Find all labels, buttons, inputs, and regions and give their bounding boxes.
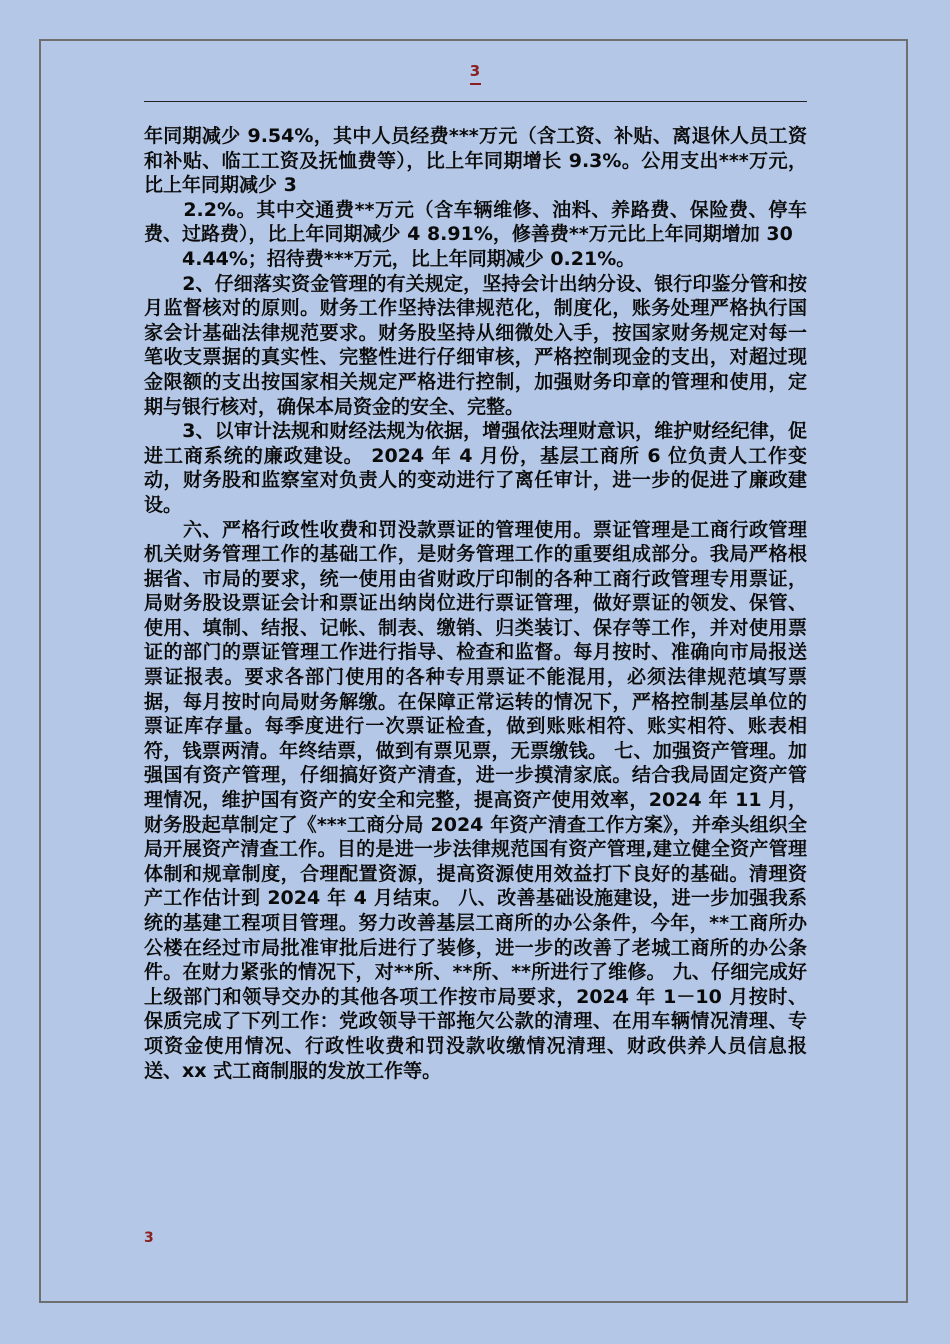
paragraph: 六、严格行政性收费和罚没款票证的管理使用。票证管理是工商行政管理机关财务管理工作的基础工作，是财务管理工作的重要组成部分。我局严格根据省、市局的要求，统一使用由省财政厅印制的各种工商行政管理专用票证，局财务股设票证会计和票证出纳岗位进行票证管理，做好票证的领发、保管、使用、填制、结报、记帐、制表、缴销、归类装订、保存等工作，并对使用票证的部门的票证管理工作进行指导、检查和监督。每月按时、准确向市局报送票证报表。要求各部门使用的各种专用票证不能混用，必须法律规范填写票据，每月按时向局财务解缴。在保障正常运转的情况下，严格控制基层单位的票证库存量。每季度进行一次票证检查，做到账账相符、账实相符、账表相符，钱票两清。年终结票，做到有票见票，无票缴钱。 七、加强资产管理。加强国有资产管理，仔细搞好资产清查，进一步摸清家底。结合我局固定资产管理情况，维护国有资产的安全和完整，提高资产使用效率，2024 年 11 月，财务股起草制定了《***工商分局 2024 年资产清查工作方案》，并牵头组织全局开展资产清查工作。目的是进一步法律规范国有资产管理,建立健全资产管理体制和规章制度，合理配置资源，提高资源使用效益打下良好的基础。清理资产工作估计到 2024 年 4 月结束。 八、改善基础设施建设，进一步加强我系统的基建工程项目管理。努力改善基层工商所的办公条件，今年，**工商所办公楼在经过市局批准审批后进行了装修，进一步的改善了老城工商所的办公条件。在财力紧张的情况下，对**所、**所、**所进行了维修。 九、仔细完成好上级部门和领导交办的其他各项工作按市局要求，2024 年 1－10 月按时、保质完成了下列工作：党政领导干部拖欠公款的清理、在用车辆情况清理、专项资金使用情况、行政性收费和罚没款收缴情况清理、财政供养人员信息报送、xx 式工商制服的发放工作等。 bbox=[144, 518, 807, 1082]
header-rule bbox=[144, 101, 807, 102]
paragraph: 4.44%；招待费***万元，比上年同期减少 0.21%。 bbox=[144, 247, 636, 270]
paragraph: 2.2%。其中交通费**万元（含车辆维修、油料、养路费、保险费、停车费、过路费），比上年同期减少 4 8.91%，修善费**万元比上年同期增加 30 bbox=[144, 198, 807, 246]
header-page-number: 3 bbox=[469, 62, 481, 80]
footer-page-number: 3 bbox=[144, 1230, 154, 1246]
paragraph: 年同期减少 9.54%，其中人员经费***万元（含工资、补贴、离退休人员工资和补贴、临工工资及抚恤费等），比上年同期增长 9.3%。公用支出***万元，比上年同期减少 3 bbox=[144, 125, 807, 197]
paragraph: 2、仔细落实资金管理的有关规定，坚持会计出纳分设、银行印鉴分管和按月监督核对的原则。财务工作坚持法律规范化，制度化，账务处理严格执行国家会计基础法律规范要求。财务股坚持从细微处入手，按国家财务规定对每一笔收支票据的真实性、完整性进行仔细审核，严格控制现金的支出，对超过现金限额的支出按国家相关规定严格进行控制，加强财务印章的管理和使用，定期与银行核对，确保本局资金的安全、完整。 bbox=[144, 272, 807, 418]
document-body bbox=[144, 124, 807, 1083]
paragraph: 3、以审计法规和财经法规为依据，增强依法理财意识，维护财经纪律，促进工商系统的廉政建设。 2024 年 4 月份，基层工商所 6 位负责人工作变动，财务股和监察室对负责人的变动进行了离任审计，进一步的促进了廉政建设。 bbox=[144, 420, 807, 516]
header-page-number-underline bbox=[470, 83, 481, 85]
